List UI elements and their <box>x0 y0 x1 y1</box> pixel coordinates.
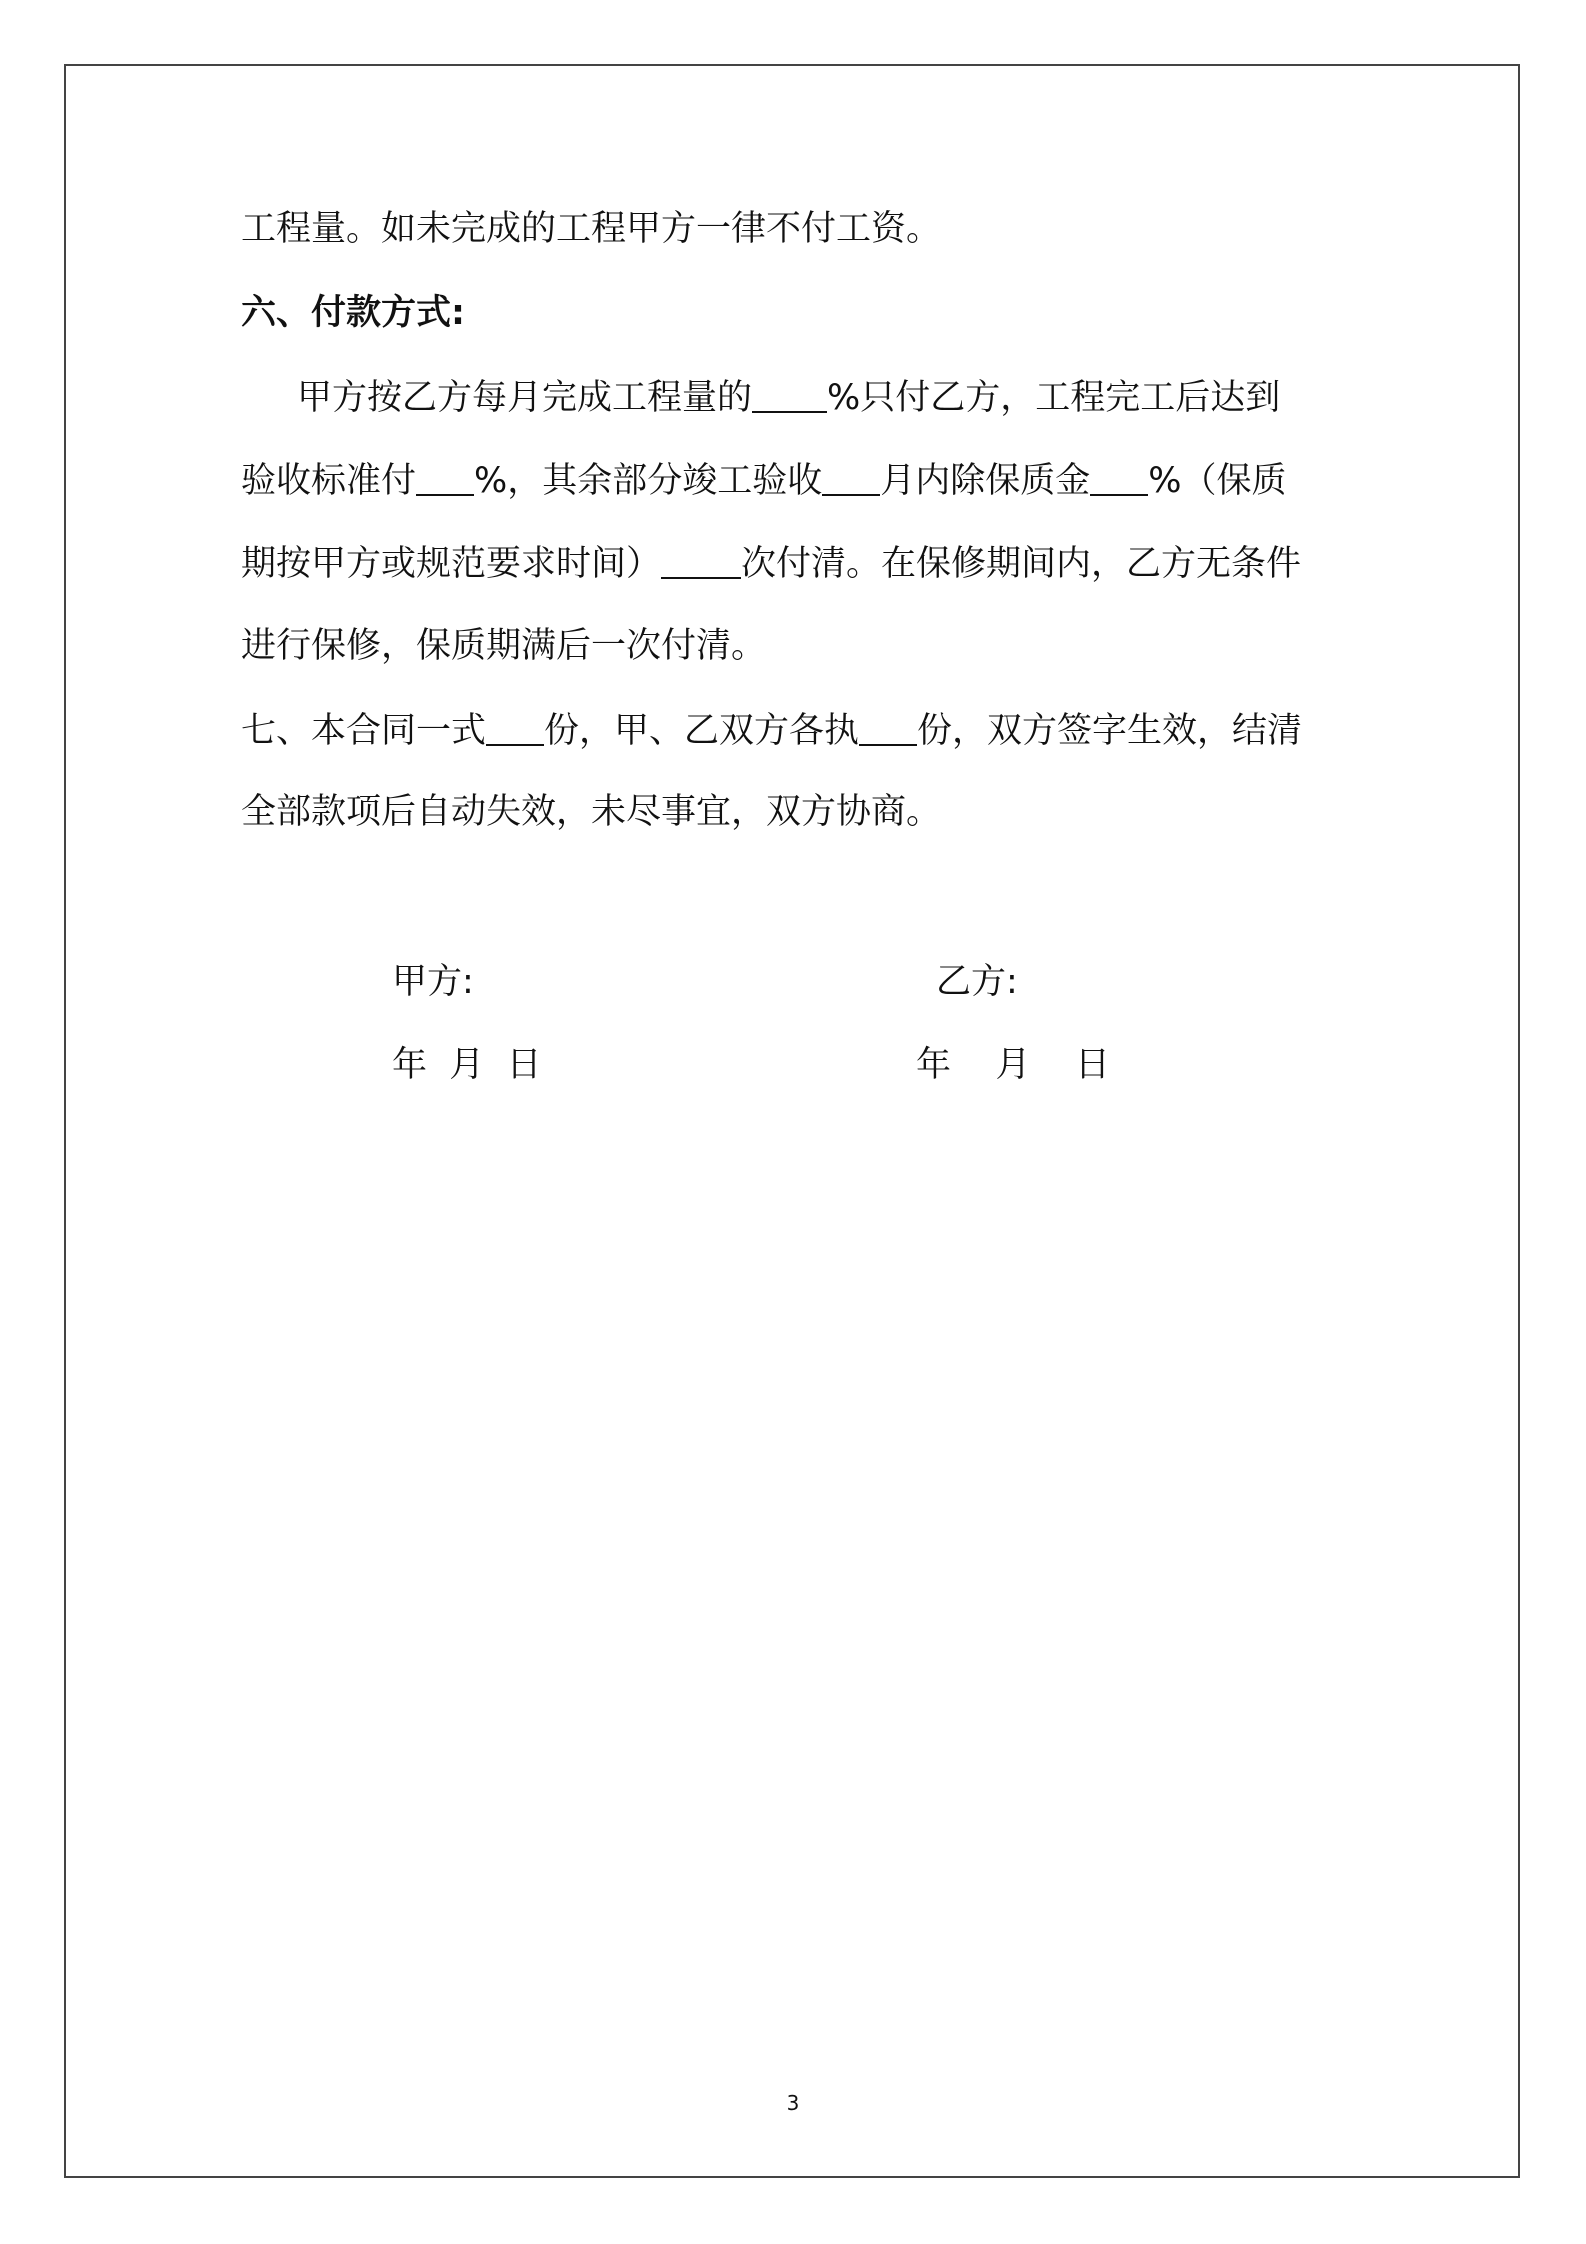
section-6-heading: 六、付款方式: <box>241 293 465 333</box>
paragraph-text: 工程量。如未完成的工程甲方一律不付工资。 <box>241 209 942 249</box>
text-segment: 进行保修，保质期满后一次付清。 <box>241 626 767 666</box>
section-7-line-2 <box>241 787 1351 837</box>
fill-blank-installments[interactable] <box>661 537 741 579</box>
fill-blank-copies-each[interactable] <box>859 704 917 746</box>
text-segment: 份，双方签字生效，结清 <box>917 711 1303 751</box>
text-segment: 月内除保质金 <box>880 461 1091 501</box>
text-segment: 验收标准付 <box>241 461 417 501</box>
party-b-date: 年 月 日 <box>916 1045 1111 1085</box>
page-number: 3 <box>786 2091 800 2115</box>
party-a-date: 年 月 日 <box>392 1045 542 1085</box>
party-a-label: 甲方: <box>392 962 474 1002</box>
text-segment: 全部款项后自动失效，未尽事宜，双方协商。 <box>241 792 942 832</box>
section-6-line-2 <box>241 454 1351 506</box>
fill-blank-retention-percent[interactable] <box>1090 454 1148 496</box>
fill-blank-acceptance-percent[interactable] <box>416 454 474 496</box>
text-segment: %只付乙方，工程完工后达到 <box>827 378 1281 418</box>
text-segment: %（保质 <box>1148 461 1287 501</box>
party-b-label: 乙方: <box>936 962 1018 1002</box>
text-segment: 份，甲、乙双方各执 <box>544 711 860 751</box>
text-segment: 次付清。在保修期间内，乙方无条件 <box>741 544 1302 584</box>
section-6-line-4 <box>241 621 1351 671</box>
fill-blank-months[interactable] <box>822 454 880 496</box>
fill-blank-copies-total[interactable] <box>486 704 544 746</box>
paragraph-continuation <box>241 204 1351 254</box>
text-segment: 七、本合同一式 <box>241 711 487 751</box>
text-segment: 甲方按乙方每月完成工程量的 <box>297 378 753 418</box>
section-6-line-1 <box>297 371 1407 423</box>
section-6-line-3 <box>241 537 1351 589</box>
fill-blank-monthly-percent[interactable] <box>752 371 827 413</box>
text-segment: %，其余部分竣工验收 <box>474 461 823 501</box>
section-7-line-1 <box>241 704 1351 756</box>
text-segment: 期按甲方或规范要求时间） <box>241 544 662 584</box>
